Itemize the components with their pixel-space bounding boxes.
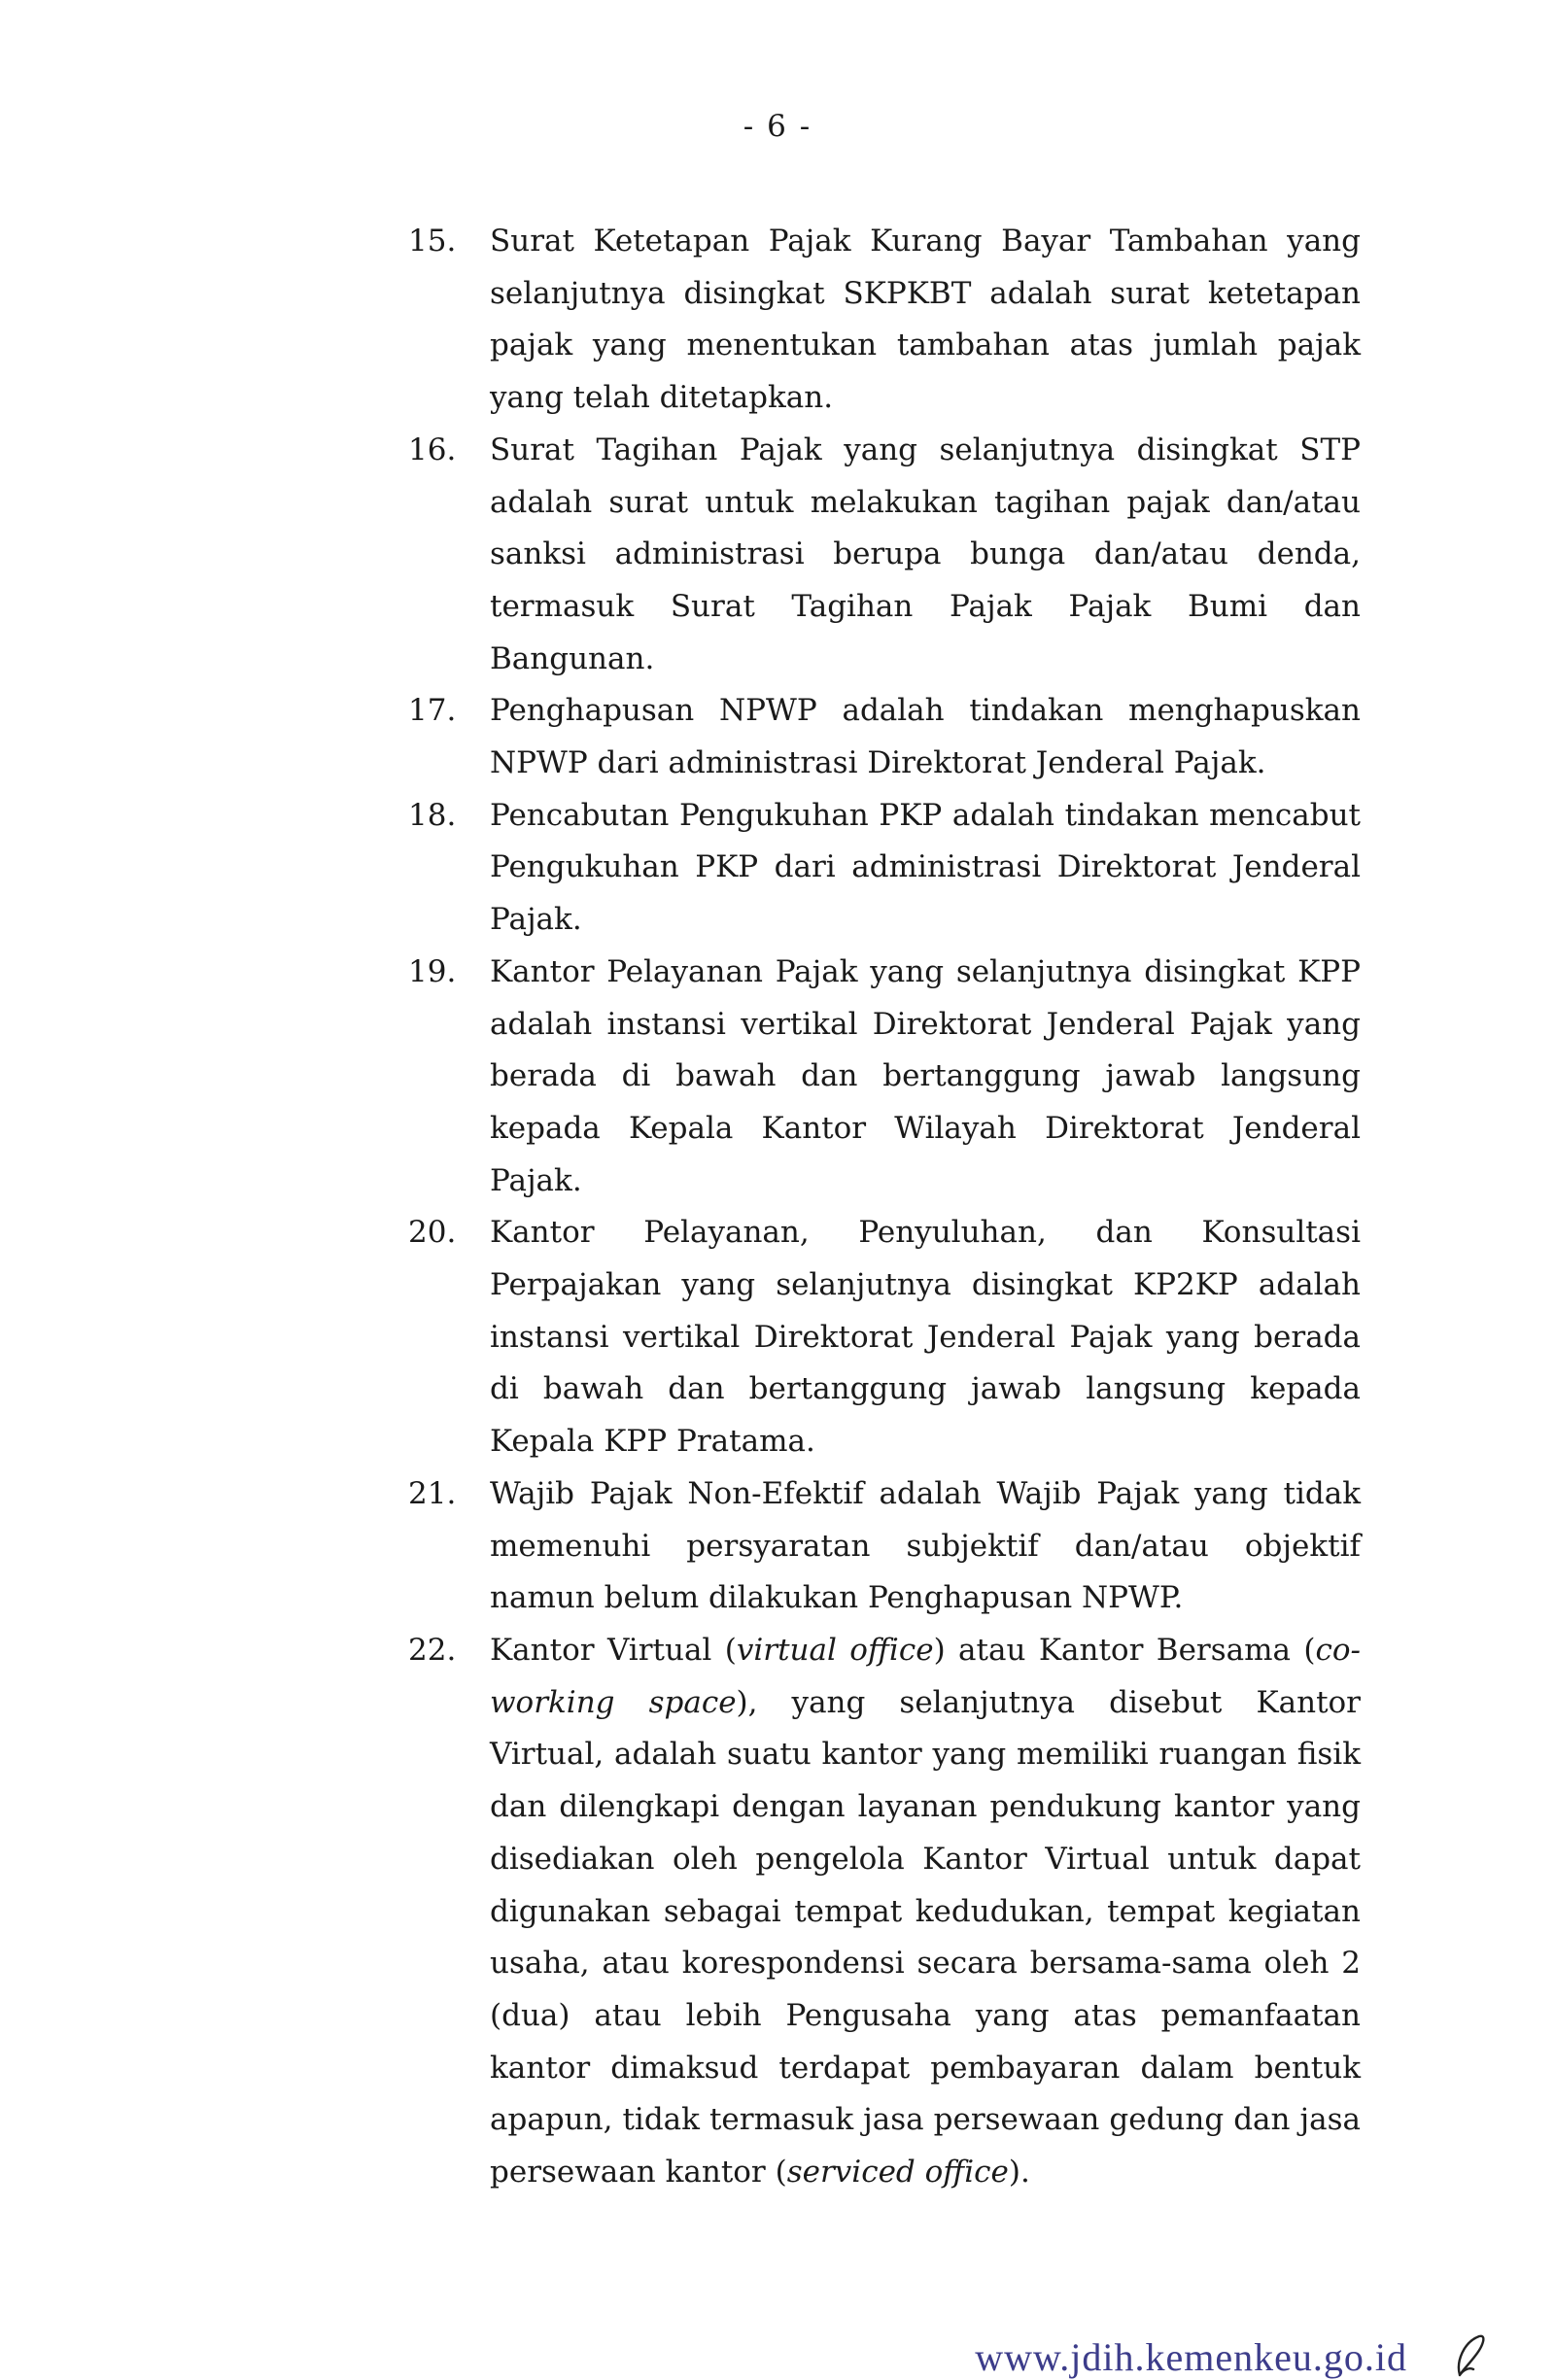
page-number: - 6 - — [743, 109, 812, 144]
definition-text — [490, 947, 1361, 1208]
definition-item — [408, 1625, 1361, 2199]
definition-item — [408, 425, 1361, 686]
definition-text — [490, 1625, 1361, 2199]
definition-text-italic-term: virtual office — [736, 1632, 934, 1668]
definition-number: 16. — [408, 431, 457, 467]
definition-text-fragment: Kantor Virtual ( — [490, 1632, 737, 1668]
definition-text-fragment: Penghapusan NPWP adalah tindakan menghapuskan NPWP dari administrasi Direktorat Jenderal Pajak. — [490, 693, 1361, 781]
definition-text-fragment: Kantor Pelayanan Pajak yang selanjutnya disingkat KPP adalah instansi vertikal Direktorat Jenderal Pajak yang berada di bawah dan bertanggung jawab langsung kepada Kepala Kantor Wilayah Direktorat Jenderal Pajak. — [490, 953, 1361, 1198]
definition-text — [490, 1207, 1361, 1468]
definition-number: 22. — [408, 1632, 457, 1668]
definition-text-italic-term: co-working space — [490, 1632, 1361, 1720]
definition-text-fragment: ) atau Kantor Bersama ( — [933, 1632, 1316, 1668]
definition-text-fragment: Surat Tagihan Pajak yang selanjutnya disingkat STP adalah surat untuk melakukan tagihan pajak dan/atau sanksi administrasi berupa bunga dan/atau denda, termasuk Surat Tagihan Pajak Pajak Bumi dan Bangunan. — [490, 431, 1361, 676]
definition-text-fragment: Wajib Pajak Non-Efektif adalah Wajib Pajak yang tidak memenuhi persyaratan subjektif dan/atau objektif namun belum dilakukan Penghapusan NPWP. — [490, 1475, 1361, 1616]
definition-text — [490, 425, 1361, 686]
definition-number: 20. — [408, 1215, 457, 1251]
definition-list — [408, 216, 1361, 2199]
definition-text — [490, 790, 1361, 947]
definition-text-fragment: Surat Ketetapan Pajak Kurang Bayar Tambahan yang selanjutnya disingkat SKPKBT adalah surat ketetapan pajak yang menentukan tambahan atas jumlah pajak yang telah ditetapkan. — [490, 224, 1361, 416]
definition-number: 15. — [408, 224, 457, 259]
definition-text-fragment: Pencabutan Pengukuhan PKP adalah tindakan mencabut Pengukuhan PKP dari administrasi Direktorat Jenderal Pajak. — [490, 797, 1361, 938]
footer-url-link[interactable]: www.jdih.kemenkeu.go.id — [975, 2335, 1407, 2379]
definition-text — [490, 685, 1361, 789]
definition-item — [408, 1468, 1361, 1625]
definition-text-fragment: Kantor Pelayanan, Penyuluhan, dan Konsultasi Perpajakan yang selanjutnya disingkat KP2KP adalah instansi vertikal Direktorat Jenderal Pajak yang berada di bawah dan bertanggung jawab langsung kepada Kepala KPP Pratama. — [490, 1215, 1361, 1460]
definition-number: 17. — [408, 693, 457, 729]
definition-item — [408, 685, 1361, 789]
definition-number: 19. — [408, 953, 457, 989]
definition-text-fragment: ). — [1008, 2155, 1030, 2190]
definition-text — [490, 1468, 1361, 1625]
definition-text-italic-term: serviced office — [786, 2155, 1009, 2190]
definition-item — [408, 1207, 1361, 1468]
definition-text-fragment: ), yang selanjutnya disebut Kantor Virtual, adalah suatu kantor yang memiliki ruangan fisik dan dilengkapi dengan layanan pendukung kantor yang disediakan oleh pengelola Kantor Virtual untuk dapat digunakan sebagai tempat kedudukan, tempat kegiatan usaha, atau korespondensi secara bersama-sama oleh 2 (dua) atau lebih Pengusaha yang atas pemanfaatan kantor dimaksud terdapat pembayaran dalam bentuk apapun, tidak termasuk jasa persewaan gedung dan jasa persewaan kantor ( — [490, 1684, 1362, 2190]
definition-number: 21. — [408, 1475, 457, 1511]
definition-item — [408, 790, 1361, 947]
definition-item — [408, 947, 1361, 1208]
definition-item — [408, 216, 1361, 425]
paraf-signature-mark — [1450, 2332, 1493, 2377]
definition-number: 18. — [408, 797, 457, 833]
definition-text — [490, 216, 1361, 425]
